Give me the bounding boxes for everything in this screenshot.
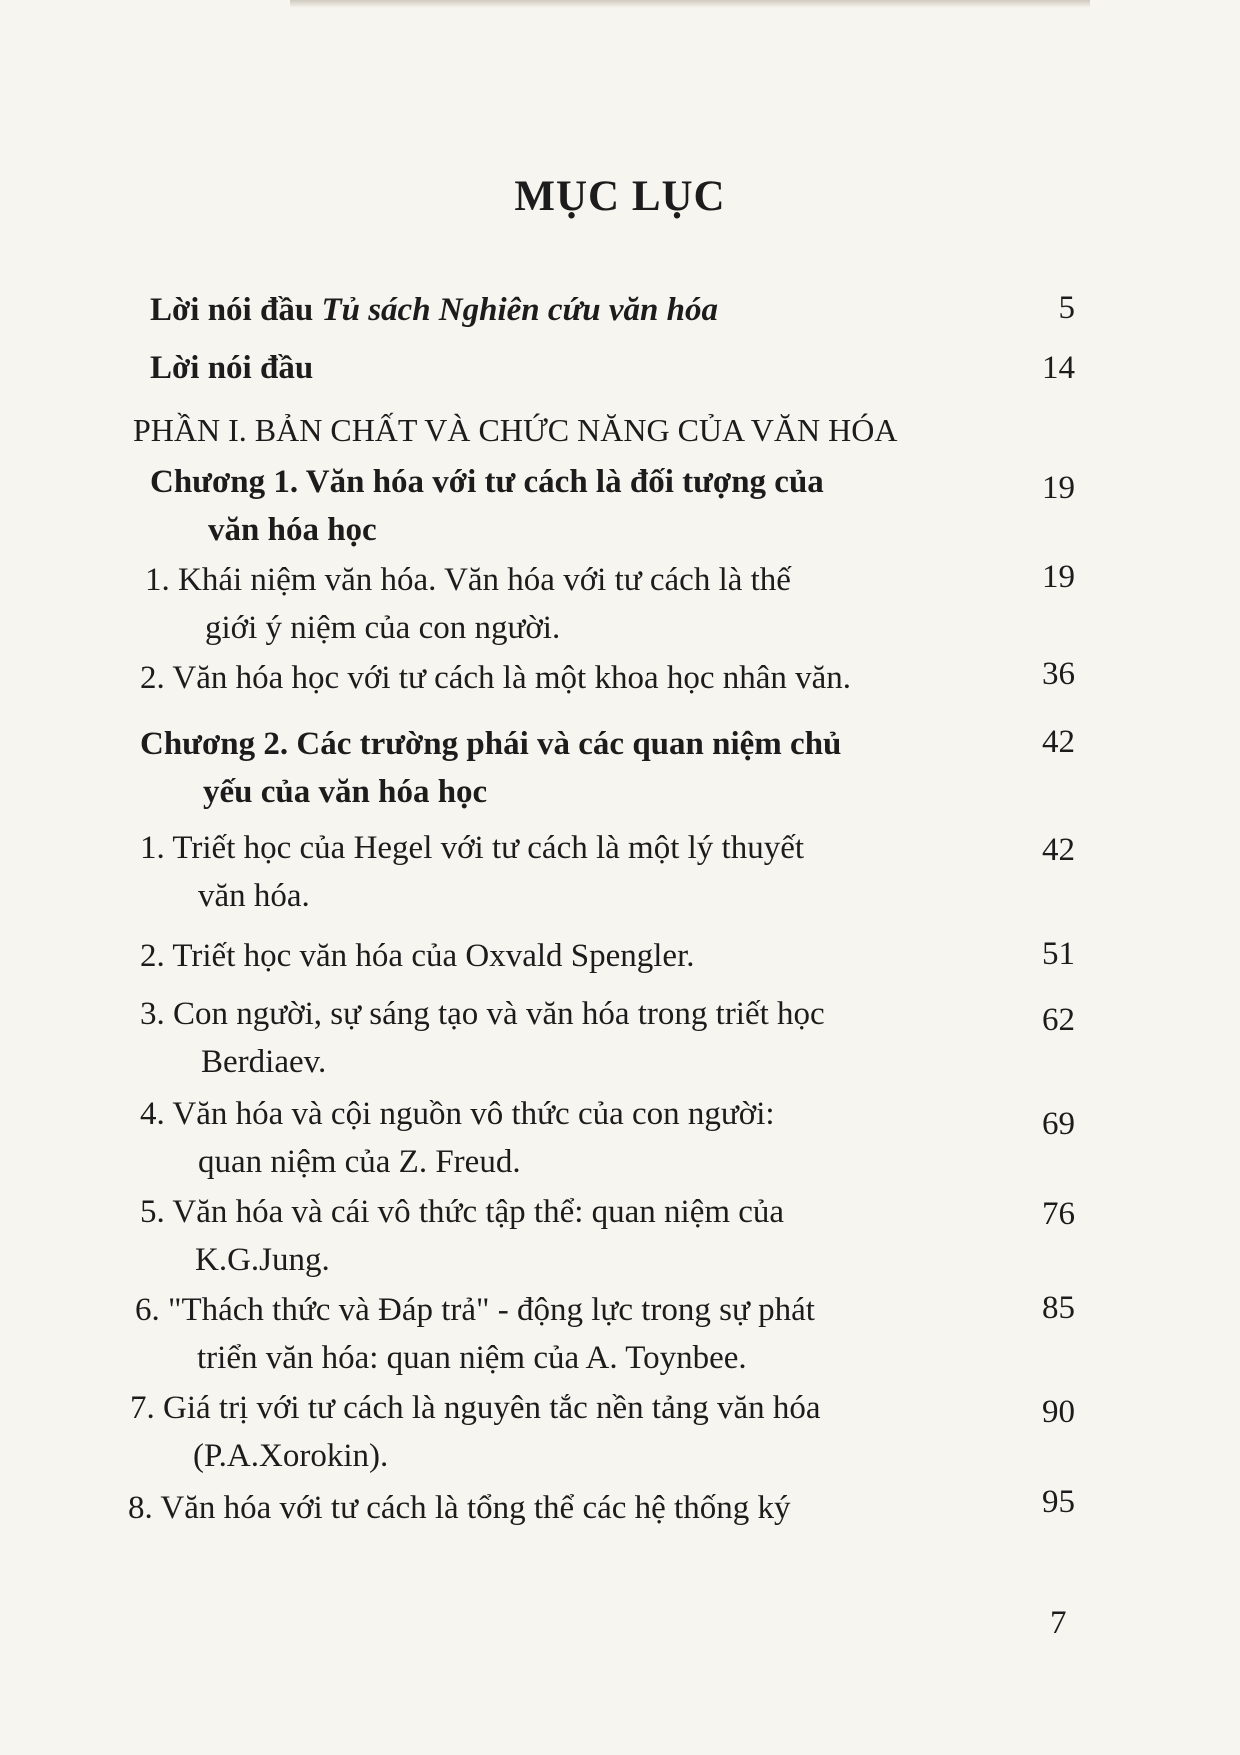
toc-entry [150,344,313,392]
toc-entry-text: Chương 1. Văn hóa với tư cách là đối tượng của [150,464,824,500]
toc-part-heading [133,406,897,454]
toc-entry [140,720,960,816]
toc-page-number: 51 [1042,936,1075,972]
toc-entry-text: PHẦN I. BẢN CHẤT VÀ CHỨC NĂNG CỦA VĂN HÓA [133,412,898,448]
toc-page-number: 5 [1058,290,1075,326]
toc-entry [140,1090,960,1186]
toc-page-number: 90 [1042,1394,1075,1430]
toc-entry-text: 1. Triết học của Hegel với tư cách là một lý thuyết [140,830,805,866]
toc-page-number: 42 [1042,724,1075,760]
toc-page-number: 19 [1042,470,1075,506]
toc-entry-text: 2. Văn hóa học với tư cách là một khoa học nhân văn. [140,660,852,696]
toc-entry [145,556,945,652]
toc-entry [140,824,960,920]
toc-entry-text: 1. Khái niệm văn hóa. Văn hóa với tư cách là thế [145,562,791,598]
toc-entry [128,1484,978,1532]
toc-entry [140,932,960,980]
toc-entry-text-cont: văn hóa. [198,878,310,914]
toc-entry [150,286,970,334]
toc-page-number: 42 [1042,832,1075,868]
page-number: 7 [1050,1605,1067,1641]
toc-entry-text-cont: triển văn hóa: quan niệm của A. Toynbee. [197,1340,747,1376]
toc-entry [150,458,950,554]
toc-entry-text: 2. Triết học văn hóa của Oxvald Spengler. [140,938,695,974]
toc-entry [130,1384,980,1480]
toc-entry-text-italic: Tủ sách Nghiên cứu văn hóa [321,292,719,328]
toc-entry [140,990,980,1086]
toc-entry-text-cont: (P.A.Xorokin). [193,1438,389,1474]
toc-entry-text: Lời nói đầu [150,292,322,328]
toc-page-number: 69 [1042,1106,1075,1142]
toc-page-number: 62 [1042,1002,1075,1038]
toc-entry-text: 6. "Thách thức và Đáp trả" - động lực trong sự phát [135,1292,815,1328]
toc-entry-text: 7. Giá trị với tư cách là nguyên tắc nền tảng văn hóa [130,1390,821,1426]
toc-page-number: 36 [1042,656,1075,692]
toc-page-number: 95 [1042,1484,1075,1520]
toc-page-number: 76 [1042,1196,1075,1232]
toc-entry-text-cont: quan niệm của Z. Freud. [198,1144,521,1180]
toc-entry-text: 4. Văn hóa và cội nguồn vô thức của con người: [140,1096,775,1132]
toc-entry-text: 3. Con người, sự sáng tạo và văn hóa trong triết học [140,996,825,1032]
toc-page-number: 14 [1042,350,1075,386]
toc-entry-text-cont: K.G.Jung. [195,1242,330,1278]
toc-entry-text-cont: giới ý niệm của con người. [205,610,561,646]
toc-entry-text: Chương 2. Các trường phái và các quan niệm chủ [140,726,842,762]
toc-entry-text-cont: văn hóa học [208,512,377,548]
toc-entry [140,654,940,702]
toc-page-number: 19 [1042,559,1075,595]
toc-entry [135,1286,975,1382]
page-title: MỤC LỤC [514,173,726,220]
toc-entry-text: 5. Văn hóa và cái vô thức tập thể: quan niệm của [140,1194,785,1230]
toc-entry-text-cont: Berdiaev. [201,1044,327,1080]
toc-entry [140,1188,960,1284]
toc-page-number: 85 [1042,1290,1075,1326]
toc-entry-text: 8. Văn hóa với tư cách là tổng thể các hệ thống ký [128,1490,791,1526]
toc-entry-text-cont: yếu của văn hóa học [203,774,488,810]
page-top-edge [290,0,1090,8]
toc-entry-text: Lời nói đầu [150,350,314,386]
